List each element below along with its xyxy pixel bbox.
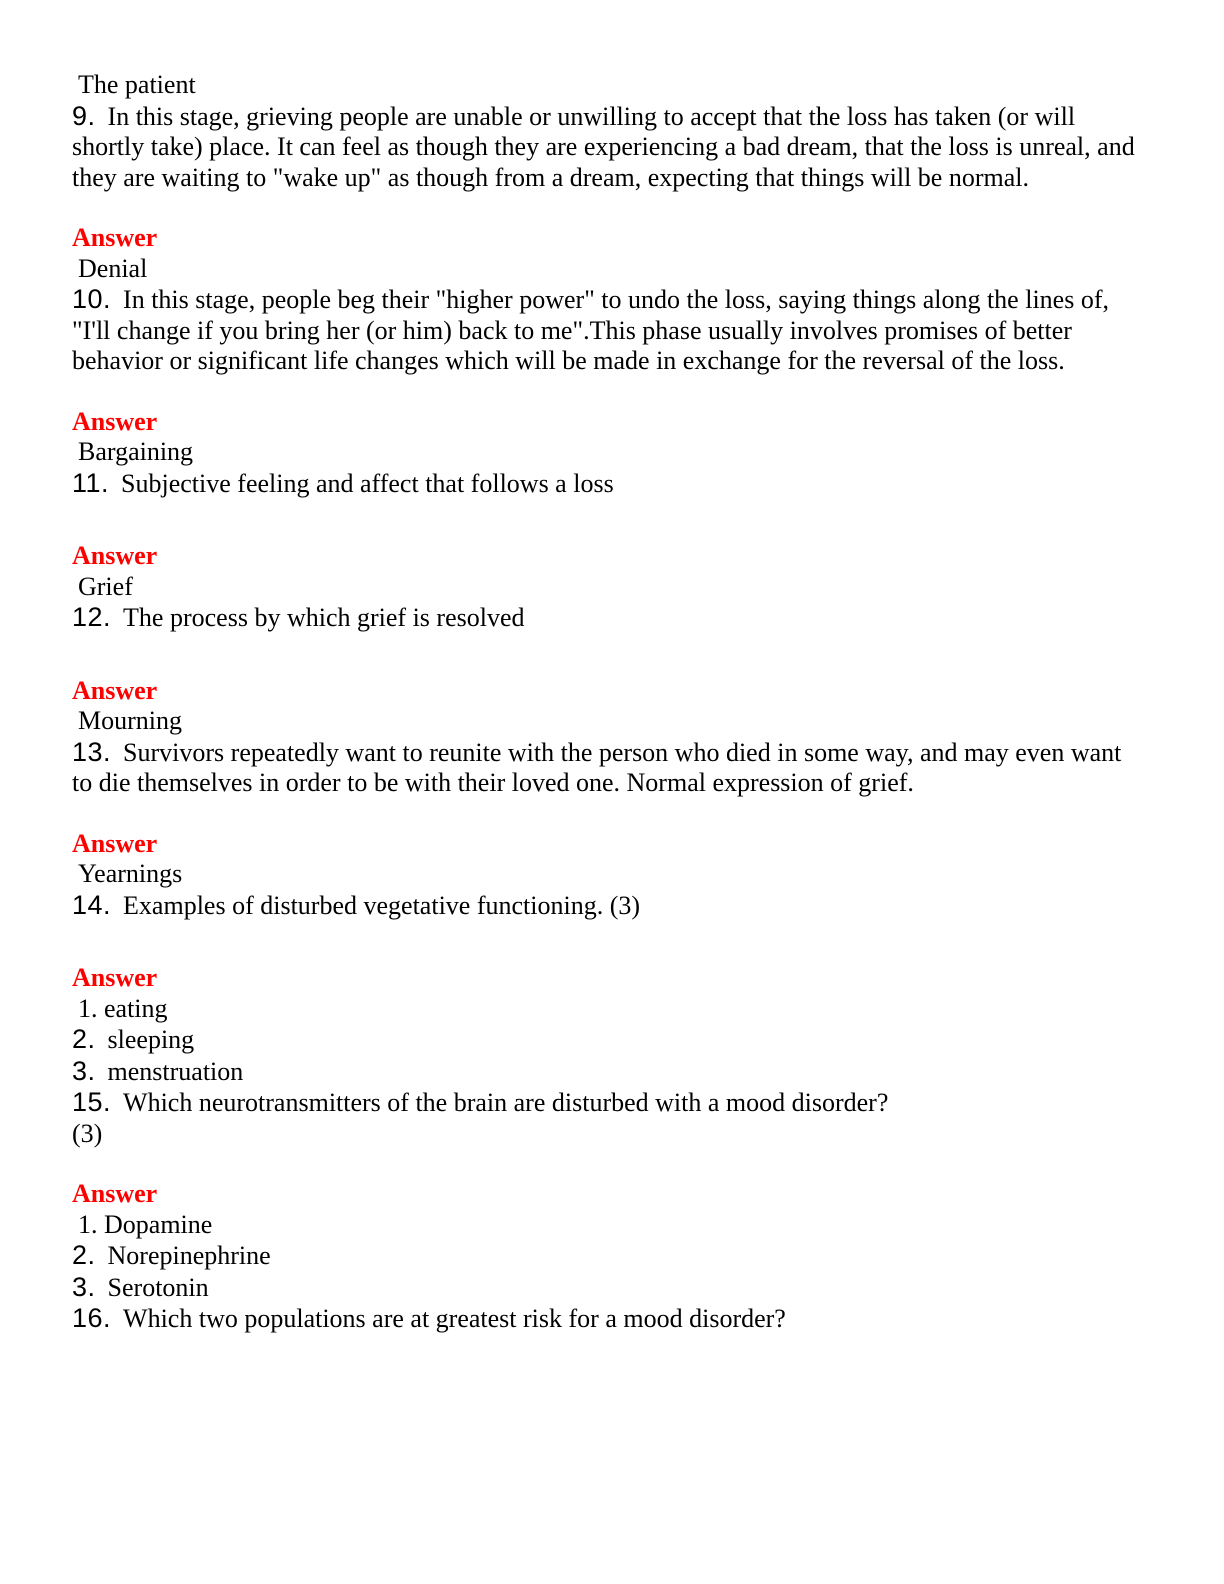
- list-text: Serotonin: [107, 1272, 209, 1302]
- answer-list-item: 1. Dopamine: [78, 1209, 213, 1239]
- answer-label: Answer: [72, 1179, 158, 1208]
- question-12: [72, 602, 1142, 634]
- list-text: sleeping: [107, 1025, 195, 1054]
- question-number: 14.: [72, 889, 112, 920]
- list-number: 2.: [72, 1024, 96, 1054]
- question-text: Which two populations are at greatest risk for a mood disorder?: [123, 1304, 786, 1333]
- answer-text: Yearnings: [78, 859, 183, 888]
- answer-list-item: [72, 1240, 1142, 1272]
- question-number: 10.: [72, 284, 112, 314]
- answer-list-item: [72, 1024, 1142, 1056]
- list-text: Norepinephrine: [107, 1241, 271, 1270]
- question-number: 9.: [72, 100, 96, 131]
- question-number: 15.: [72, 1087, 112, 1117]
- answer-text: Denial: [78, 253, 148, 283]
- question-number: 11.: [72, 467, 110, 498]
- answer-label: Answer: [72, 541, 158, 570]
- question-text: The process by which grief is resolved: [123, 603, 525, 632]
- list-text: menstruation: [107, 1056, 244, 1086]
- answer-text: The patient: [78, 70, 196, 99]
- question-text: Examples of disturbed vegetative functioning. (3): [123, 890, 641, 920]
- answer-label: Answer: [72, 675, 158, 705]
- answer-text: Bargaining: [78, 437, 194, 466]
- answer-label: Answer: [72, 223, 158, 252]
- question-14: [72, 890, 1142, 922]
- question-number: 13.: [72, 736, 112, 767]
- document-body: [72, 70, 1142, 1335]
- answer-text: Grief: [78, 571, 133, 601]
- answer-label: Answer: [72, 828, 158, 858]
- question-10: [72, 284, 1142, 377]
- answer-label: Answer: [72, 406, 158, 436]
- question-9: [72, 101, 1142, 194]
- question-text: Which neurotransmitters of the brain are disturbed with a mood disorder?: [123, 1088, 889, 1117]
- question-15: [72, 1087, 1142, 1119]
- question-11: [72, 468, 1142, 500]
- answer-list-item: [72, 1272, 1142, 1304]
- question-text: In this stage, grieving people are unable or unwilling to accept that the loss has taken (or will shortly take) place. It can feel as though they are experiencing a bad dream, that the loss is unreal, and they are waiting to "wake up" as though from a dream, expecting that things will be normal.: [72, 101, 1135, 192]
- list-number: 3.: [72, 1055, 96, 1086]
- question-text: In this stage, people beg their "higher power" to undo the loss, saying things along the lines of, "I'll change if you bring her (or him) back to me".This phase usually involves promises of better behavior or significant life changes which will be made in exchange for the reversal of the loss.: [72, 285, 1109, 375]
- question-16: [72, 1303, 1142, 1335]
- list-number: 3.: [72, 1271, 96, 1302]
- answer-label: Answer: [72, 963, 158, 992]
- question-text: Subjective feeling and affect that follows a loss: [121, 468, 614, 498]
- answer-list-item: [72, 1056, 1142, 1088]
- question-text: Survivors repeatedly want to reunite with the person who died in some way, and may even want to die themselves in order to be with their loved one. Normal expression of grief.: [72, 737, 1122, 797]
- question-text-continued: (3): [72, 1118, 103, 1148]
- list-number: 2.: [72, 1240, 96, 1270]
- question-13: [72, 737, 1142, 799]
- question-number: 16.: [72, 1303, 112, 1333]
- answer-text: Mourning: [78, 706, 182, 735]
- answer-list-item: 1. eating: [78, 993, 168, 1023]
- question-number: 12.: [72, 602, 112, 632]
